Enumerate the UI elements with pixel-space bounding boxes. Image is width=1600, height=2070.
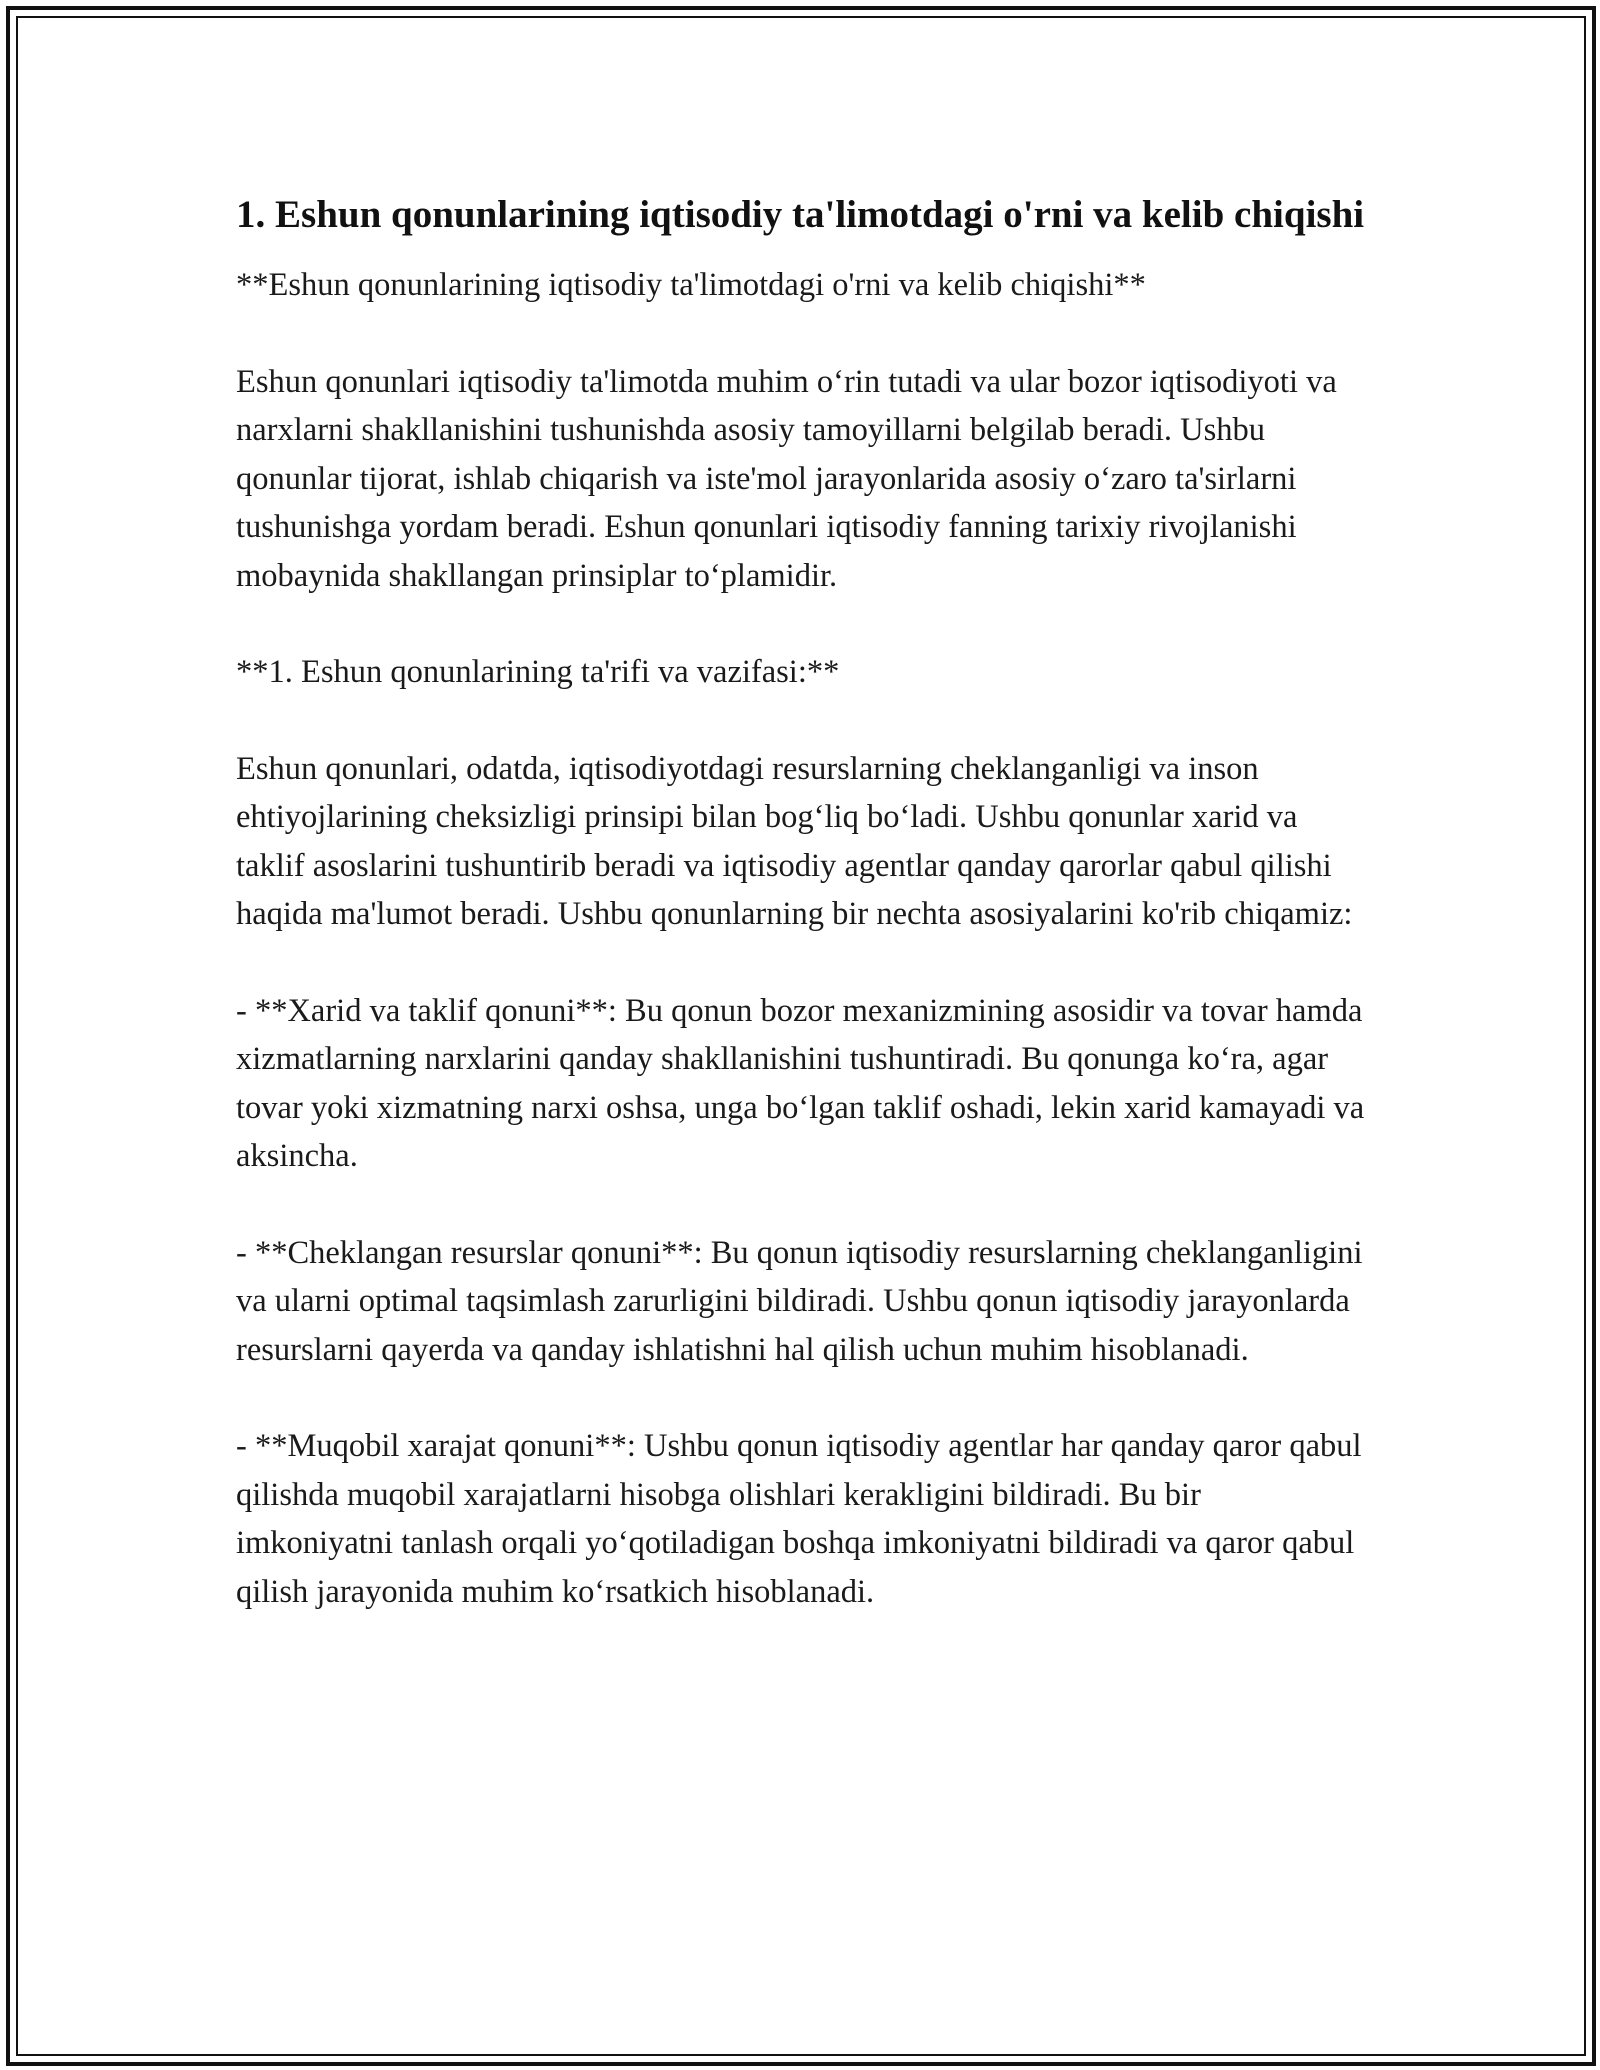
list-item-supply-demand: - **Xarid va taklif qonuni**: Bu qonun bozor mexanizmining asosidir va tovar hamda xizmatlarning narxlarini qanday shakllanishini tushuntiradi. Bu qonunga ko‘ra, agar tovar yoki xizmatning narxi oshsa, unga bo‘lgan taklif oshadi, lekin xarid kamayadi va aksincha. (236, 992, 1365, 1174)
list-item-opportunity-cost: - **Muqobil xarajat qonuni**: Ushbu qonun iqtisodiy agentlar har qanday qaror qabul qilishda muqobil xarajatlarni hisobga olishlari kerakligini bildiradi. Bu bir imkoniyatni tanlash orqali yo‘qotiladigan boshqa imkoniyatni bildiradi va qaror qabul qilish jarayonida muhim ko‘rsatkich hisoblanadi. (236, 1428, 1362, 1610)
list-item-limited-resources: - **Cheklangan resurslar qonuni**: Bu qonun iqtisodiy resurslarning cheklanganligini va ularni optimal taqsimlash zarurligini bildiradi. Ushbu qonun iqtisodiy jarayonlarda resurslarni qayerda va qanday ishlatishni hal qilish uchun muhim hisoblanadi. (236, 1234, 1363, 1368)
document-body (236, 186, 1366, 1616)
document-title: 1. Eshun qonunlarining iqtisodiy ta'limotdagi o'rni va kelib chiqishi (236, 193, 1365, 236)
definition-paragraph: Eshun qonunlari, odatda, iqtisodiyotdagi resurslarning cheklanganligi va inson ehtiyojlarining cheksizligi prinsipi bilan bog‘liq bo‘ladi. Ushbu qonunlar xarid va taklif asoslarini tushuntirib beradi va iqtisodiy agentlar qanday qarorlar qabul qilishi haqida ma'lumot beradi. Ushbu qonunlarning bir nechta asosiyalarini ko'rib chiqamiz: (236, 750, 1353, 932)
bold-heading-paragraph: **Eshun qonunlarining iqtisodiy ta'limotdagi o'rni va kelib chiqishi** (236, 267, 1146, 303)
intro-paragraph: Eshun qonunlari iqtisodiy ta'limotda muhim o‘rin tutadi va ular bozor iqtisodiyoti va narxlarni shakllanishini tushunishda asosiy tamoyillarni belgilab beradi. Ushbu qonunlar tijorat, ishlab chiqarish va iste'mol jarayonlarida asosiy o‘zaro ta'sirlarni tushunishga yordam beradi. Eshun qonunlari iqtisodiy fanning tarixiy rivojlanishi mobaynida shakllangan prinsiplar to‘plamidir. (236, 363, 1337, 594)
section-heading-paragraph: **1. Eshun qonunlarining ta'rifi va vazifasi:** (236, 654, 840, 690)
